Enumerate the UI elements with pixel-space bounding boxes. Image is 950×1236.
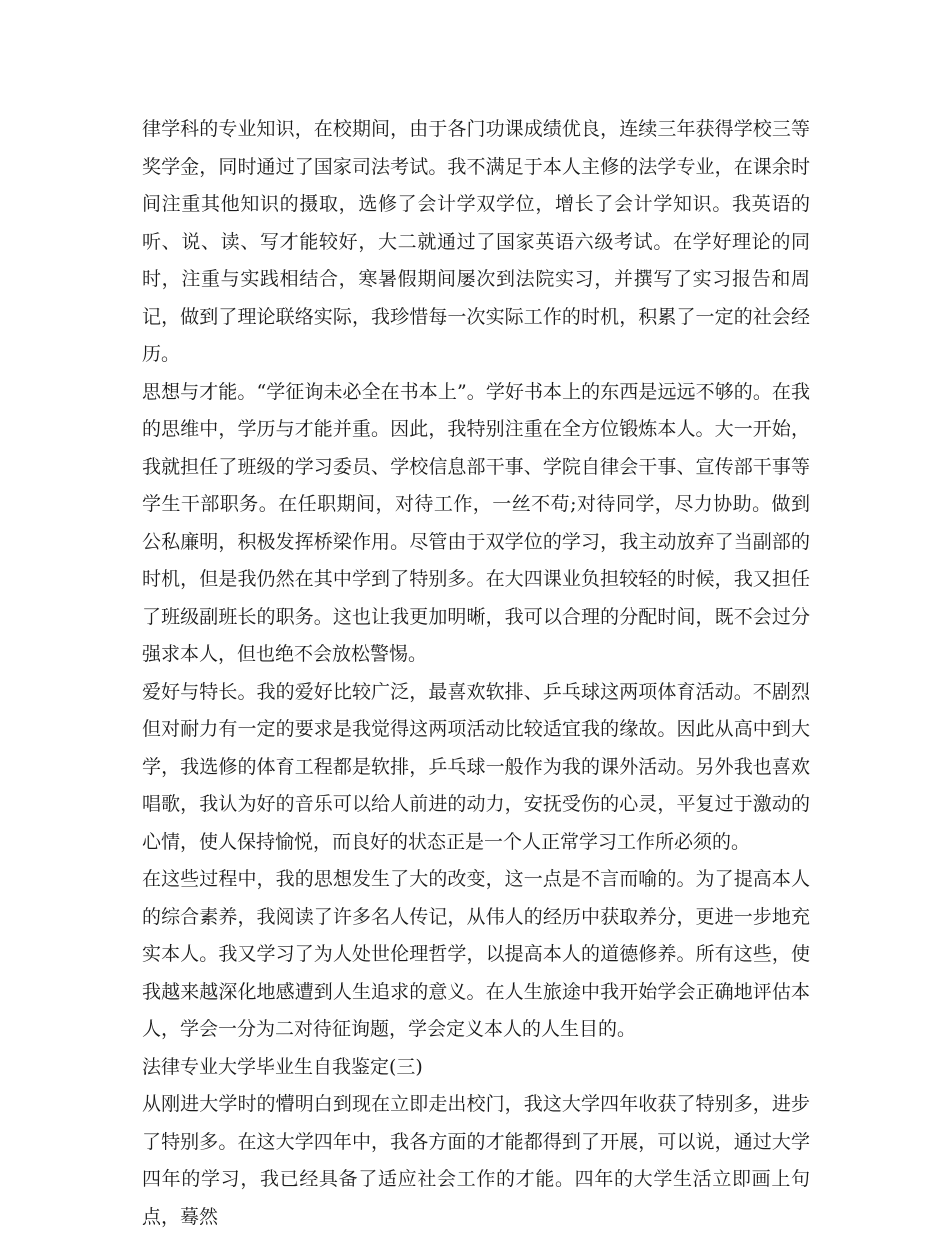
- paragraph-hobbies: 爱好与特长。我的爱好比较广泛，最喜欢软排、乒乓球这两项体育活动。不剧烈但对耐力有一定的要求是我觉得这两项活动比较适宜我的缘故。因此从高中到大学，我选修的体育工程都是软排，乒乓球一般作为我的课外活动。另外我也喜欢唱歌，我认为好的音乐可以给人前进的动力，安抚受伤的心灵，平复过于激动的心情，使人保持愉悦，而良好的状态正是一个人正常学习工作所必须的。: [142, 680, 810, 853]
- paragraph-study: 律学科的专业知识，在校期间，由于各门功课成绩优良，连续三年获得学校三等奖学金，同时通过了国家司法考试。我不满足于本人主修的法学专业，在课余时间注重其他知识的摄取，选修了会计学双学位，增长了会计学知识。我英语的听、说、读、写才能较好，大二就通过了国家英语六级考试。在学好理论的同时，注重与实践相结合，寒暑假期间屡次到法院实习，并撰写了实习报告和周记，做到了理论联络实际，我珍惜每一次实际工作的时机，积累了一定的社会经历。: [142, 118, 810, 365]
- document-body: [142, 111, 810, 1236]
- section-heading: 法律专业大学毕业生自我鉴定(三): [142, 1055, 423, 1078]
- paragraph-reflection: 在这些过程中，我的思想发生了大的改变，这一点是不言而喻的。为了提高本人的综合素养，我阅读了许多名人传记，从伟人的经历中获取养分，更进一步地充实本人。我又学习了为人处世伦理哲学，以提高本人的道德修养。所有这些，使我越来越深化地感遭到人生追求的意义。在人生旅途中我开始学会正确地评估本人，学会一分为二对待征询题，学会定义本人的人生目的。: [142, 868, 810, 1040]
- paragraph-thought-ability: 思想与才能。“学征询未必全在书本上”。学好书本上的东西是远远不够的。在我的思维中，学历与才能并重。因此，我特别注重在全方位锻炼本人。大一开始，我就担任了班级的学习委员、学校信息部干事、学院自律会干事、宣传部干事等学生干部职务。在任职期间，对待工作，一丝不苟;对待同学，尽力协助。做到公私廉明，积极发挥桥梁作用。尽管由于双学位的学习，我主动放弃了当副部的时机，但是我仍然在其中学到了特别多。在大四课业负担较轻的时候，我又担任了班级副班长的职务。这也让我更加明晰，我可以合理的分配时间，既不会过分强求本人，但也绝不会放松警惕。: [142, 380, 810, 665]
- paragraph-summary: 从刚进大学时的懵明白到现在立即走出校门，我这大学四年收获了特别多，进步了特别多。在这大学四年中，我各方面的才能都得到了开展，可以说，通过大学四年的学习，我已经具备了适应社会工作的才能。四年的大学生活立即画上句点，蓦然: [142, 1093, 810, 1228]
